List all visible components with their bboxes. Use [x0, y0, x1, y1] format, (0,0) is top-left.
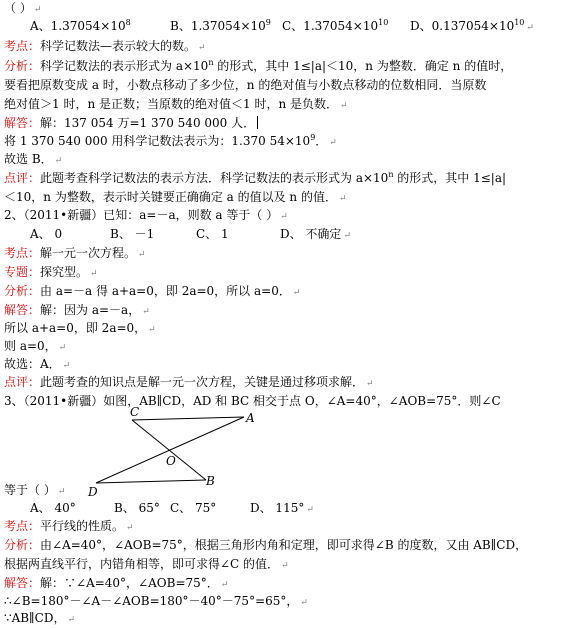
q1-result: 故选 B． ↵ [4, 152, 63, 166]
q1-dianping-line-2: ＜10，n 为整数，表示时关键要正确确定 a 的值以及 n 的值． ↵ [4, 190, 347, 204]
q2-option-c: C、 1 [196, 227, 229, 241]
segment-ca [132, 417, 244, 420]
segment-db [96, 480, 206, 483]
kaodian-label: 考点： [4, 39, 41, 53]
jieda-label: 解答： [4, 576, 41, 590]
q1-dianping-line-1: 点评：此题考查科学记数法的表示方法．科学记数法的表示形式为 $a\times 10^n$ 的形式，其中 1≤|a| [4, 170, 507, 185]
q3-options-row: A、 40° B、 65° C、 75° D、 115° ↵ [30, 501, 314, 515]
q1-jieda-line-2: 将 1 370 540 000 用科学记数法表示为：1.370 $54\times 10^9$． ↵ [4, 133, 337, 148]
label-point-d: D [88, 485, 98, 499]
fenxi-label: 分析： [4, 538, 41, 552]
q1-fenxi-line-2: 要看把原数变成 a 时，小数点移动了多少位，n 的绝对值与小数点移动的位数相同．当原数 [4, 78, 487, 92]
q2-option-b: B、 －1 [110, 227, 155, 241]
q3-option-c: C、 75° [170, 501, 217, 515]
q2-fenxi: 分析：由 a=－a 得 a+a=0，即 2a=0，所以 a=0． ↵ [4, 284, 301, 298]
q3-jieda-line-2: ∴∠B=180°－∠A－∠AOB=180°－40°－75°=65°， ↵ [4, 594, 308, 608]
q3-option-d: D、 115° [250, 501, 305, 515]
dianping-label: 点评： [4, 375, 41, 389]
q3-kaodian: 考点：平行线的性质。 ↵ [4, 519, 134, 533]
q3-stem: 3、（2011•新疆）如图，AB∥CD，AD 和 BC 相交于点 O，∠A=40°，∠AOB=75°．则∠C [4, 394, 501, 408]
q1-option-a: A、$1.37054\times 10^8$ [30, 18, 131, 33]
q1-jieda-line-1: 解答：解：137 054 万=1 370 540 000 人． [4, 115, 258, 132]
jieda-label: 解答： [4, 116, 41, 130]
q2-option-a: A、 0 [30, 227, 63, 241]
text-cursor [257, 116, 258, 129]
q1-kaodian: 考点：科学记数法—表示较大的数。 ↵ [4, 39, 206, 53]
q1-answer-paren-line: （ ） ↵ [4, 1, 42, 15]
q3-jieda-line-1: 解答：解：∵∠A=40°，∠AOB=75°． ↵ [4, 576, 229, 590]
q1-fenxi-line-3: 绝对值＞1 时，n 是正数；当原数的绝对值＜1 时，n 是负数． ↵ [4, 97, 348, 111]
q2-options-row: A、 0 B、 －1 C、 1 D、 不确定 ↵ [30, 227, 351, 241]
q3-fenxi-line-2: 根据两直线平行，内错角相等，即可求得∠C 的值． ↵ [4, 557, 289, 571]
label-point-a: A [246, 411, 255, 425]
jieda-label: 解答： [4, 303, 41, 317]
q3-option-b: B、 65° [114, 501, 160, 515]
q3-option-a: A、 40° [30, 501, 76, 515]
label-point-b: B [206, 474, 215, 488]
q2-dianping: 点评：此题考查的知识点是解一元一次方程，关键是通过移项求解． ↵ [4, 375, 374, 389]
q1-option-d: D、$0.137054\times 10^{10}$ [410, 18, 525, 33]
fenxi-label: 分析： [4, 59, 41, 73]
q2-jieda-line-1: 解答：解：因为 a=－a， ↵ [4, 303, 150, 317]
q1-fenxi-line-1: 分析：科学记数法的表示形式为 $a\times 10^n$ 的形式，其中 1≤|a|＜10，n 为整数．确定 n 的值时， [4, 58, 513, 73]
q2-kaodian: 考点：解一元一次方程。 ↵ [4, 246, 146, 260]
q3-stem-continued: 等于（ ） ↵ [4, 483, 66, 497]
q2-result: 故选：A． ↵ [4, 357, 71, 371]
q2-stem: 2、（2011•新疆）已知：a=－a，则数 a 等于（ ） ↵ [4, 208, 288, 222]
segment-ad [96, 417, 244, 483]
q2-zhuanti: 专题：探究型。 ↵ [4, 265, 98, 279]
fenxi-label: 分析： [4, 284, 41, 298]
q2-option-d: D、 不确定 [280, 227, 342, 241]
q3-jieda-line-3: ∵AB∥CD， ↵ [4, 611, 76, 625]
label-point-o: O [166, 454, 176, 468]
q1-options-row: A、$1.37054\times 10^8$ B、$1.37054\times 10^9$ C、$1.37054\times 10^{10}$ D、$0.137054\times 10^{10}↵$ [30, 18, 534, 33]
q2-jieda-line-3: 则 a=0， ↵ [4, 339, 67, 353]
q2-jieda-line-2: 所以 a+a=0，即 2a=0， ↵ [4, 321, 156, 335]
zhuanti-label: 专题： [4, 265, 41, 279]
kaodian-label: 考点： [4, 246, 41, 260]
kaodian-label: 考点： [4, 519, 41, 533]
dianping-label: 点评： [4, 171, 41, 185]
label-point-c: C [130, 405, 140, 419]
q3-fenxi-line-1: 分析：由∠A=40°，∠AOB=75°，根据三角形内角和定理，即可求得∠B 的度数，又由 AB∥CD， [4, 538, 528, 552]
parallel-lines-figure [86, 404, 264, 500]
q1-option-b: B、$1.37054\times 10^9$ [170, 18, 271, 33]
q1-option-c: C、$1.37054\times 10^{10}$ [282, 18, 389, 33]
